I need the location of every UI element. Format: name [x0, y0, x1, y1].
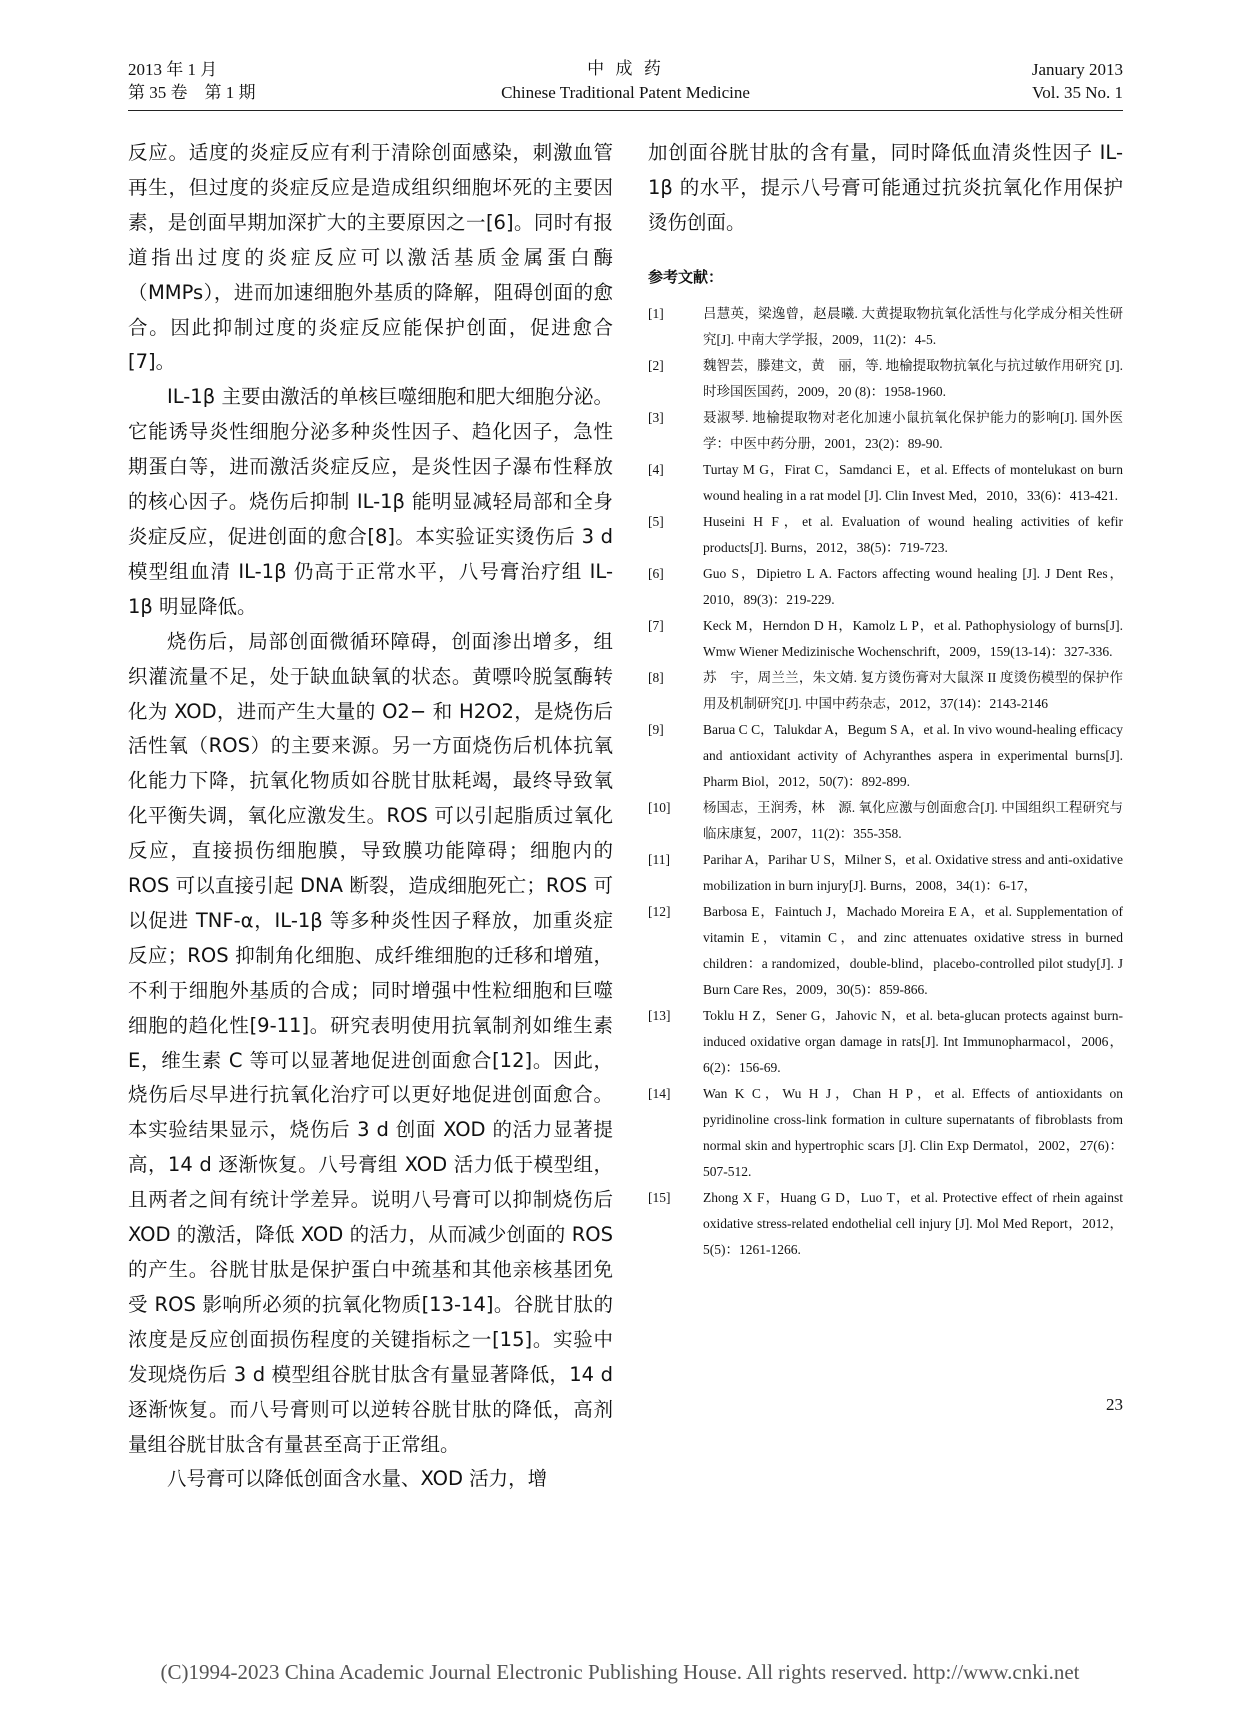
- reference-item: [648, 509, 1123, 561]
- header-volume-issue: 第 35 卷 第 1 期: [128, 83, 256, 102]
- copyright-footer: (C)1994-2023 China Academic Journal Electronic Publishing House. All rights reserved. http://www.cnki.net: [160, 1660, 1080, 1684]
- reference-item: [648, 457, 1123, 509]
- reference-text: Barbosa E，Faintuch J，Machado Moreira E A，et al. Supplementation of vitamin E，vitamin C，and zinc attenuates oxidative stress in burned children：a randomized，double-blind，placebo-controlled pilot study[J]. J Burn Care Res，2009，30(5)：859-866.: [703, 903, 1123, 997]
- reference-item: [648, 561, 1123, 613]
- paragraph-4: 八号膏可以降低创面含水量、XOD 活力，增: [167, 1467, 548, 1491]
- reference-item: [648, 405, 1123, 457]
- reference-item: [648, 847, 1123, 899]
- reference-number: [12]: [648, 903, 671, 919]
- header-volume-en: Vol. 35 No. 1: [1032, 83, 1123, 102]
- reference-item: [648, 1081, 1123, 1185]
- reference-text: 杨国志，王润秀，林 源. 氧化应激与创面愈合[J]. 中国组织工程研究与临床康复，2007，11(2)：355-358.: [703, 799, 1123, 841]
- references-heading: 参考文献：: [648, 267, 724, 286]
- header-date-en: January 2013: [1031, 60, 1123, 79]
- reference-item: [648, 1185, 1123, 1263]
- reference-number: [1]: [648, 305, 664, 321]
- reference-text: 聂淑琴. 地榆提取物对老化加速小鼠抗氧化保护能力的影响[J]. 国外医学：中医中药分册，2001，23(2)：89-90.: [703, 409, 1123, 451]
- reference-text: Wan K C，Wu H J，Chan H P，et al. Effects of antioxidants on pyridinoline cross-link formation in culture supernatants of fibroblasts from normal skin and hypertrophic scars [J]. Clin Exp Dermatol，2002，27(6)：507-512.: [703, 1085, 1123, 1179]
- reference-number: [6]: [648, 565, 664, 581]
- reference-text: Toklu H Z，Sener G，Jahovic N，et al. beta-glucan protects against burn-induced oxidative organ damage in rats[J]. Int Immunopharmacol，2006，6(2)：156-69.: [703, 1007, 1123, 1075]
- left-column: [128, 136, 613, 1497]
- reference-text: Parihar A，Parihar U S，Milner S，et al. Oxidative stress and anti-oxidative mobilization in burn injury[J]. Burns，2008，34(1)：6-17，: [703, 851, 1123, 893]
- reference-number: [3]: [648, 409, 664, 425]
- paragraph-continuation: 加创面谷胱甘肽的含有量，同时降低血清炎性因子 IL-1β 的水平，提示八号膏可能通过抗炎抗氧化作用保护烫伤创面。: [648, 141, 1123, 234]
- reference-text: Huseini H F，et al. Evaluation of wound healing activities of kefir products[J]. Burns，2012，38(5)：719-723.: [703, 513, 1123, 555]
- header-date: 2013 年 1 月: [128, 60, 218, 79]
- reference-number: [11]: [648, 851, 670, 867]
- paragraph-1: 反应。适度的炎症反应有利于清除创面感染，刺激血管再生，但过度的炎症反应是造成组织细胞坏死的主要因素，是创面早期加深扩大的主要原因之一[6]。同时有报道指出过度的炎症反应可以激活基质金属蛋白酶（MMPs），进而加速细胞外基质的降解，阻碍创面的愈合。因此抑制过度的炎症反应能保护创面，促进愈合[7]。: [128, 141, 613, 374]
- reference-number: [8]: [648, 669, 664, 685]
- reference-text: 吕慧英，梁逸曾，赵晨曦. 大黄提取物抗氧化活性与化学成分相关性研究[J]. 中南大学学报，2009，11(2)：4-5.: [703, 305, 1123, 347]
- reference-number: [14]: [648, 1085, 671, 1101]
- right-column: [648, 136, 1123, 1263]
- journal-title-zh: 中 成 药: [587, 59, 664, 79]
- reference-number: [13]: [648, 1007, 671, 1023]
- reference-text: Guo S，Dipietro L A. Factors affecting wound healing [J]. J Dent Res，2010，89(3)：219-229.: [703, 565, 1123, 607]
- reference-item: [648, 665, 1123, 717]
- reference-text: 魏智芸，滕建文，黄 丽，等. 地榆提取物抗氧化与抗过敏作用研究 [J]. 时珍国医国药，2009，20 (8)：1958-1960.: [703, 357, 1123, 399]
- reference-text: Zhong X F，Huang G D，Luo T，et al. Protective effect of rhein against oxidative stress-related endothelial cell injury [J]. Mol Med Report，2012，5(5)：1261-1266.: [703, 1189, 1123, 1257]
- header-right: [1032, 58, 1123, 104]
- reference-number: [5]: [648, 513, 664, 529]
- reference-text: Turtay M G，Firat C，Samdanci E，et al. Effects of montelukast on burn wound healing in a rat model [J]. Clin Invest Med，2010，33(6)：413-421.: [703, 461, 1123, 503]
- reference-text: Barua C C，Talukdar A，Begum S A，et al. In vivo wound-healing efficacy and antioxidant activity of Achyranthes aspera in experimental burns[J]. Pharm Biol，2012，50(7)：892-899.: [703, 721, 1123, 789]
- reference-item: [648, 353, 1123, 405]
- reference-number: [4]: [648, 461, 664, 477]
- reference-item: [648, 301, 1123, 353]
- reference-number: [2]: [648, 357, 664, 373]
- page-number: 23: [1106, 1395, 1123, 1414]
- reference-item: [648, 1003, 1123, 1081]
- journal-title-en: Chinese Traditional Patent Medicine: [501, 83, 750, 102]
- reference-text: 苏 宇，周兰兰，朱文婧. 复方烫伤膏对大鼠深 II 度烫伤模型的保护作用及机制研究[J]. 中国中药杂志，2012，37(14)：2143-2146: [703, 669, 1123, 711]
- reference-item: [648, 795, 1123, 847]
- paragraph-3: 烧伤后，局部创面微循环障碍，创面渗出增多，组织灌流量不足，处于缺血缺氧的状态。黄嘌呤脱氢酶转化为 XOD，进而产生大量的 O2− 和 H2O2，是烧伤后活性氧（ROS）的主要来源。另一方面烧伤后机体抗氧化能力下降，抗氧化物质如谷胱甘肽耗竭，最终导致氧化平衡失调，氧化应激发生。ROS 可以引起脂质过氧化反应，直接损伤细胞膜，导致膜功能障碍；细胞内的 ROS 可以直接引起 DNA 断裂，造成细胞死亡；ROS 可以促进 TNF-α，IL-1β 等多种炎性因子释放，加重炎症反应；ROS 抑制角化细胞、成纤维细胞的迁移和增殖，不利于细胞外基质的合成；同时增强中性粒细胞和巨噬细胞的趋化性[9-11]。研究表明使用抗氧制剂如维生素 E，维生素 C 等可以显著地促进创面愈合[12]。因此，烧伤后尽早进行抗氧化治疗可以更好地促进创面愈合。本实验结果显示，烧伤后 3 d 创面 XOD 的活力显著提高，14 d 逐渐恢复。八号膏组 XOD 活力低于模型组，且两者之间有统计学差异。说明八号膏可以抑制烧伤后 XOD 的激活，降低 XOD 的活力，从而减少创面的 ROS 的产生。谷胱甘肽是保护蛋白中巯基和其他亲核基团免受 ROS 影响所必须的抗氧化物质[13-14]。谷胱甘肽的浓度是反应创面损伤程度的关键指标之一[15]。实验中发现烧伤后 3 d 模型组谷胱甘肽含有量显著降低，14 d 逐渐恢复。而八号膏则可以逆转谷胱甘肽的降低，高剂量组谷胱甘肽含有量甚至高于正常组。: [128, 629, 613, 1456]
- reference-item: [648, 613, 1123, 665]
- reference-item: [648, 899, 1123, 1003]
- reference-number: [9]: [648, 721, 664, 737]
- reference-list: [648, 301, 1123, 1263]
- running-header: [128, 58, 1123, 108]
- header-center: [128, 58, 1123, 104]
- reference-text: Keck M，Herndon D H，Kamolz L P，et al. Pathophysiology of burns[J]. Wmw Wiener Medizinische Wochenschrift，2009，159(13-14)：327-336.: [703, 617, 1123, 659]
- paragraph-2: IL-1β 主要由激活的单核巨噬细胞和肥大细胞分泌。它能诱导炎性细胞分泌多种炎性因子、趋化因子，急性期蛋白等，进而激活炎症反应，是炎性因子瀑布性释放的核心因子。烧伤后抑制 IL-1β 能明显减轻局部和全身炎症反应，促进创面的愈合[8]。本实验证实烫伤后 3 d 模型组血清 IL-1β 仍高于正常水平，八号膏治疗组 IL-1β 明显降低。: [128, 385, 613, 618]
- reference-item: [648, 717, 1123, 795]
- reference-number: [10]: [648, 799, 671, 815]
- reference-number: [15]: [648, 1189, 671, 1205]
- reference-number: [7]: [648, 617, 664, 633]
- header-rule: [128, 110, 1123, 111]
